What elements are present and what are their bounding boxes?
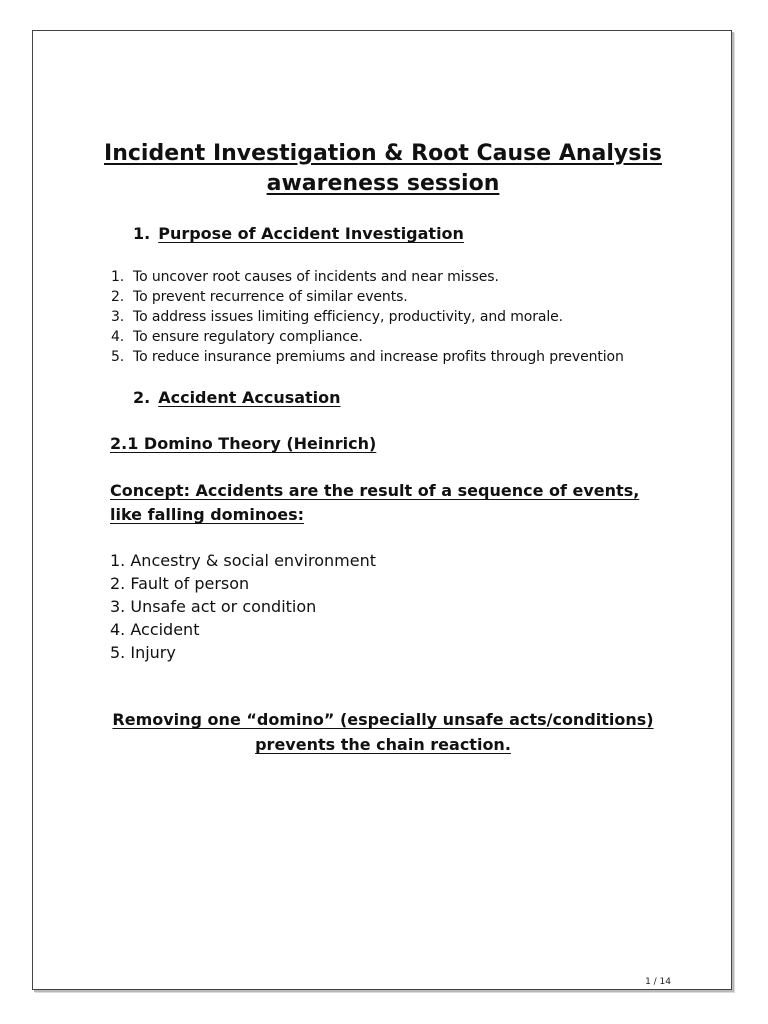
closing-statement [33,707,733,757]
list-item: 2. To prevent recurrence of similar events. [111,289,408,305]
list-item: 1. To uncover root causes of incidents and near misses. [111,269,499,285]
list-item: 4. To ensure regulatory compliance. [111,329,363,345]
title-line-2: awareness session [266,171,500,196]
page-indicator: 1 / 14 [645,977,671,987]
section-2-heading [133,387,341,409]
list-item: 3. Unsafe act or condition [110,597,317,616]
section-2-title: Accident Accusation [158,388,341,407]
document-page [32,30,732,990]
closing-line-2: prevents the chain reaction. [255,735,511,754]
list-item: 2. Fault of person [110,574,250,593]
section-1-number: 1. [133,224,151,243]
list-item: 5. Injury [110,643,176,662]
title-line-1: Incident Investigation & Root Cause Analysis [104,141,662,166]
list-item: 1. Ancestry & social environment [110,551,376,570]
section-1-title: Purpose of Accident Investigation [158,224,464,243]
list-item: 5. To reduce insurance premiums and increase profits through prevention [111,349,624,365]
document-title [33,139,733,199]
closing-line-1: Removing one “domino” (especially unsafe acts/conditions) [112,710,654,729]
domino-theory-subheading: 2.1 Domino Theory (Heinrich) [110,434,377,453]
list-item: 3. To address issues limiting efficiency, productivity, and morale. [111,309,564,325]
list-item: 4. Accident [110,620,200,639]
section-2-number: 2. [133,388,151,407]
domino-list [110,549,376,664]
section-1-heading [133,223,464,245]
purpose-list [111,267,624,367]
concept-statement: Concept: Accidents are the result of a sequence of events, like falling dominoes: [110,481,640,524]
